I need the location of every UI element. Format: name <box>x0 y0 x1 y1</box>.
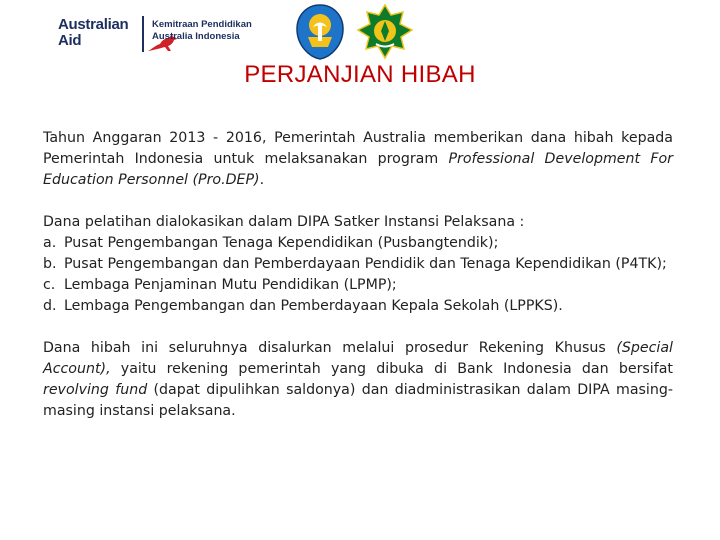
kementerian-agama-emblem-icon <box>356 3 414 61</box>
special-account-term: (Special Account), <box>43 340 673 377</box>
list-item-letter: a. <box>43 235 57 251</box>
header <box>0 0 720 70</box>
special-account-text-3: (dapat dipulihkan saldonya) dan diadministrasikan dalam DIPA masing-masing instansi pelaksana. <box>43 382 673 419</box>
logo-divider <box>142 16 144 52</box>
program-name: Professional Development For Education Personnel (Pro.DEP) <box>43 151 674 188</box>
institution-list <box>43 233 673 317</box>
australian-aid-logo <box>58 17 148 57</box>
list-item-text: Pusat Pengembangan dan Pemberdayaan Pendidik dan Tenaga Kependidikan (P4TK); <box>64 256 667 272</box>
list-item-letter: c. <box>43 277 56 293</box>
partnership-logo-text <box>152 19 252 43</box>
paragraph-special-account <box>43 338 673 422</box>
list-item-text: Lembaga Pengembangan dan Pemberdayaan Kepala Sekolah (LPPKS). <box>64 298 563 314</box>
paragraph-grant-intro-text: Tahun Anggaran 2013 - 2016, Pemerintah Australia memberikan dana hibah kepada Pemerintah Indonesia untuk melaksanakan program <box>43 130 673 167</box>
australian-aid-logo-line2: Aid <box>58 32 82 49</box>
paragraph-grant-intro <box>43 128 673 191</box>
list-item-letter: d. <box>43 298 57 314</box>
list-item-letter: b. <box>43 256 57 272</box>
revolving-fund-term: revolving fund <box>43 382 148 398</box>
list-item <box>43 275 673 296</box>
special-account-text-2: yaitu rekening pemerintah yang dibuka di Bank Indonesia dan bersifat <box>110 361 673 377</box>
list-item-text: Lembaga Penjaminan Mutu Pendidikan (LPMP); <box>64 277 397 293</box>
tut-wuri-handayani-emblem-icon <box>293 3 347 61</box>
special-account-text-1: Dana hibah ini seluruhnya disalurkan melalui prosedur Rekening Khusus <box>43 340 617 356</box>
paragraph-grant-intro-end: . <box>259 172 265 188</box>
document-body <box>43 128 673 443</box>
partnership-line1: Kemitraan Pendidikan <box>152 19 252 30</box>
partnership-line2: Australia Indonesia <box>152 31 240 42</box>
list-item <box>43 296 673 317</box>
page-title: PERJANJIAN HIBAH <box>244 61 476 88</box>
list-item-text: Pusat Pengembangan Tenaga Kependidikan (Pusbangtendik); <box>64 235 499 251</box>
allocation-intro: Dana pelatihan dialokasikan dalam DIPA Satker Instansi Pelaksana : <box>43 214 525 230</box>
list-item <box>43 254 673 275</box>
australian-aid-logo-line1: Australian <box>58 16 129 33</box>
list-item <box>43 233 673 254</box>
